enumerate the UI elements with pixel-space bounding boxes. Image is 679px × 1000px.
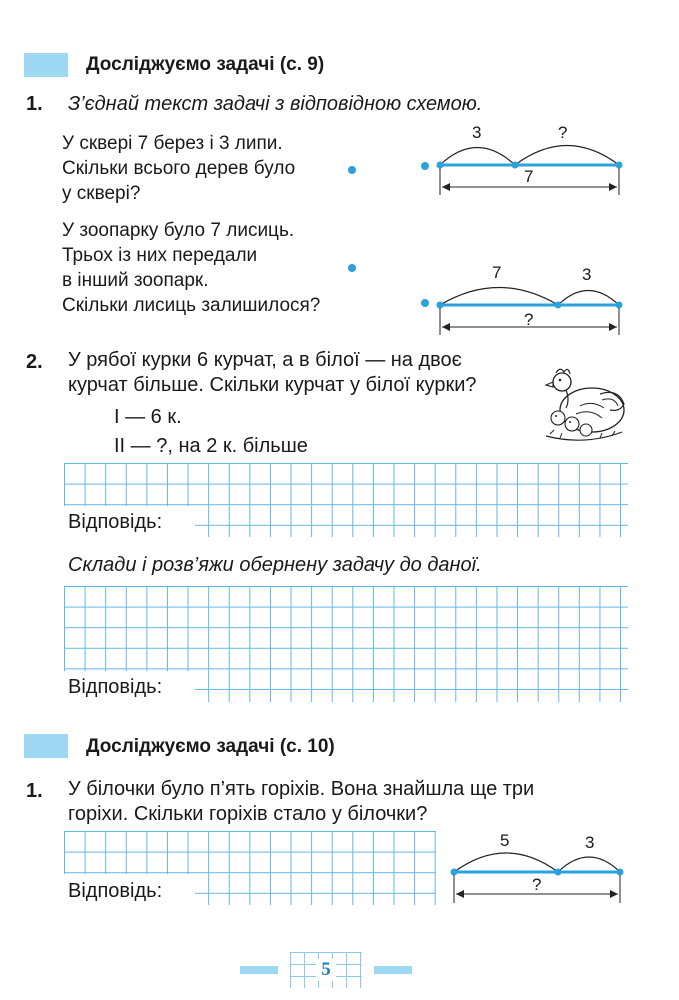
scheme-label-left: 7 <box>492 263 502 282</box>
problem-line: Скільки лисиць залишилося? <box>62 295 321 316</box>
scheme-c <box>440 826 640 908</box>
task-line: У білочки було п’ять горіхів. Вона знайшла ще три <box>68 778 535 800</box>
task-instruction: З’єднай текст задачі з відповідною схемою. <box>68 93 483 115</box>
problem-b <box>62 218 320 318</box>
answer-label: Відповідь: <box>68 880 163 902</box>
problem-line: У зоопарку було 7 лисиць. <box>62 220 295 241</box>
scheme-label-left: 5 <box>500 831 510 850</box>
task-line: У рябої курки 6 курчат, а в білої — на двоє <box>68 349 462 371</box>
task-line: курчат більше. Скільки курчат у білої курки? <box>68 374 477 396</box>
task-line: горіхи. Скільки горіхів стало у білочки? <box>68 803 428 825</box>
problem-line: в інший зоопарк. <box>62 270 209 291</box>
scheme-label-total: 7 <box>524 167 534 186</box>
task-number: 1. <box>26 780 43 802</box>
problem-line: Трьох із них передали <box>62 245 258 266</box>
section-title: Досліджуємо задачі (с. 9) <box>86 54 325 75</box>
scheme-a <box>410 118 640 198</box>
scheme-label-right: 3 <box>582 265 592 284</box>
problem-a <box>62 131 295 206</box>
footer-bar-left <box>240 966 278 974</box>
scheme-label-total: ? <box>524 310 534 329</box>
task-number: 2. <box>26 351 43 373</box>
short-record <box>114 403 308 461</box>
connect-dot-scheme-a[interactable] <box>421 162 429 170</box>
connect-dot-scheme-b[interactable] <box>421 299 429 307</box>
short-line: I — 6 к. <box>114 406 182 428</box>
scheme-label-total: ? <box>532 875 542 894</box>
short-line: II — ?, на 2 к. більше <box>114 435 308 457</box>
scheme-b <box>410 258 640 338</box>
section-marker <box>24 53 68 77</box>
connect-dots <box>340 150 370 290</box>
scheme-label-right: ? <box>558 123 568 142</box>
scheme-label-right: 3 <box>585 833 595 852</box>
connect-dot-b[interactable] <box>348 264 356 272</box>
page-number-box <box>290 952 362 988</box>
task-text <box>68 348 477 398</box>
task-text <box>68 777 534 827</box>
problem-line: У сквері 7 берез і 3 липи. <box>62 133 283 154</box>
page-number: 5 <box>316 959 336 981</box>
problem-line: у сквері? <box>62 183 141 204</box>
inverse-task-instruction: Склади і розв’яжи обернену задачу до даної. <box>68 554 482 576</box>
task-number: 1. <box>26 93 43 115</box>
answer-label: Відповідь: <box>68 511 163 533</box>
scheme-label-left: 3 <box>472 123 482 142</box>
connect-dot-a[interactable] <box>348 166 356 174</box>
problem-line: Скільки всього дерев було <box>62 158 296 179</box>
hen-illustration <box>540 360 630 446</box>
section-marker <box>24 734 68 758</box>
section-title: Досліджуємо задачі (с. 10) <box>86 736 335 757</box>
footer-bar-right <box>374 966 412 974</box>
answer-label: Відповідь: <box>68 676 163 698</box>
